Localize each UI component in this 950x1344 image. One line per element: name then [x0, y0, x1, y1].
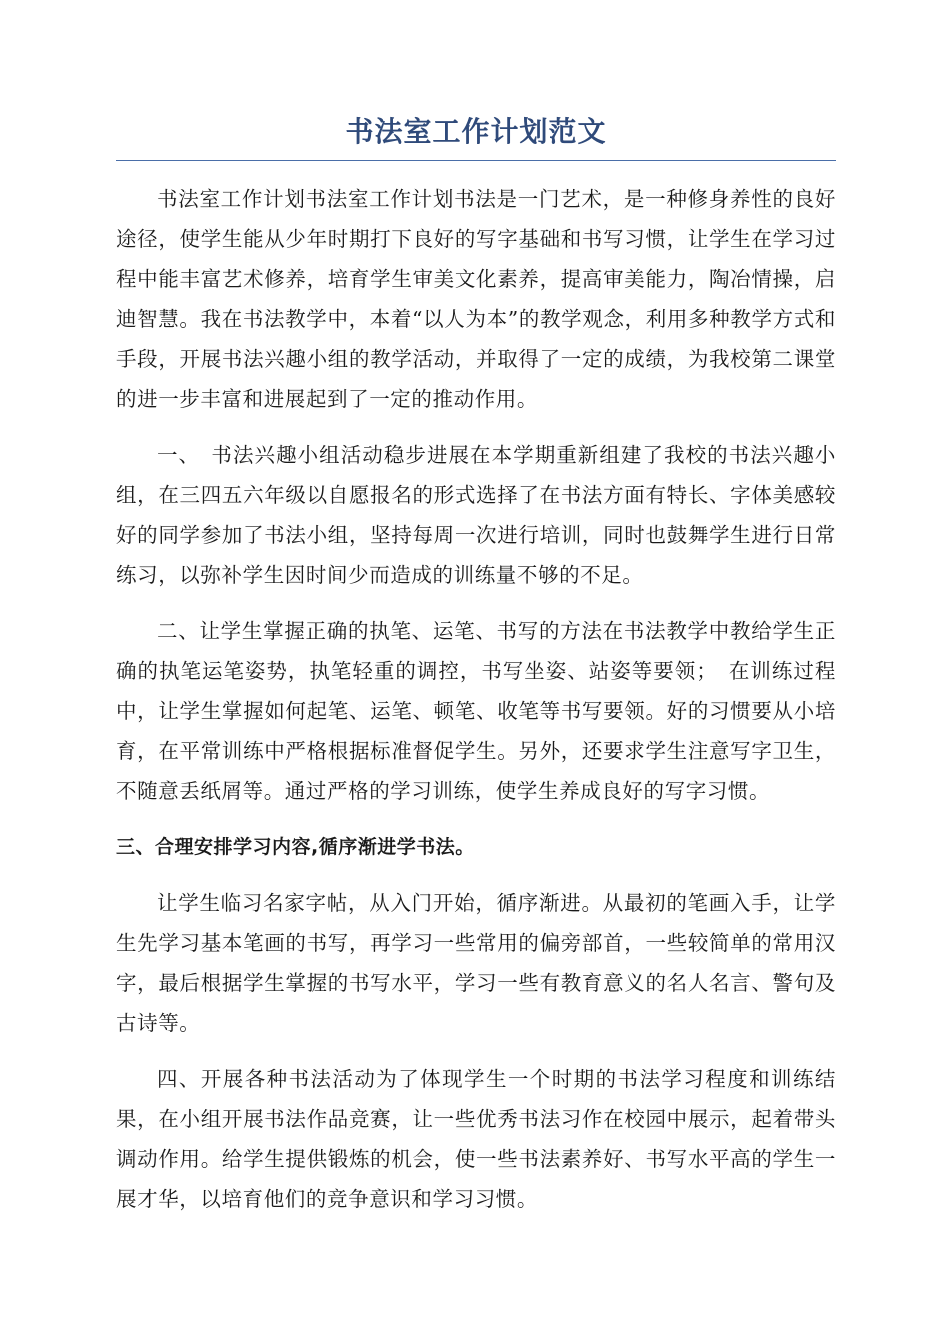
- paragraph-intro: 书法室工作计划书法室工作计划书法是一门艺术，是一种修身养性的良好途径，使学生能从少年时期打下良好的写字基础和书写习惯，让学生在学习过程中能丰富艺术修养，培育学生审美文化素养，提高审美能力，陶冶情操，启迪智慧。我在书法教学中，本着“以人为本”的教学观念，利用多种教学方式和手段，开展书法兴趣小组的教学活动，并取得了一定的成绩，为我校第二课堂的进一步丰富和进展起到了一定的推动作用。: [116, 187, 836, 411]
- title-underline: [116, 160, 836, 161]
- document-page: [116, 108, 836, 1219]
- paragraph-section-2: 二、让学生掌握正确的执笔、运笔、书写的方法在书法教学中教给学生正确的执笔运笔姿势，执笔轻重的调控，书写坐姿、站姿等要领； 在训练过程中，让学生掌握如何起笔、运笔、顿笔、收笔等书写要领。好的习惯要从小培育，在平常训练中严格根据标准督促学生。另外，还要求学生注意写字卫生，不随意丢纸屑等。通过严格的学习训练，使学生养成良好的写字习惯。: [116, 619, 836, 803]
- paragraph-section-4: 四、开展各种书法活动为了体现学生一个时期的书法学习程度和训练结果，在小组开展书法作品竞赛，让一些优秀书法习作在校园中展示，起着带头调动作用。给学生提供锻炼的机会，使一些书法素养好、书写水平高的学生一展才华，以培育他们的竞争意识和学习习惯。: [116, 1067, 836, 1211]
- section-3-heading: 三、合理安排学习内容,循序渐进学书法。: [116, 836, 475, 858]
- paragraph-section-3: 让学生临习名家字帖，从入门开始，循序渐进。从最初的笔画入手，让学生先学习基本笔画的书写，再学习一些常用的偏旁部首，一些较简单的常用汉字，最后根据学生掌握的书写水平，学习一些有教育意义的名人名言、警句及古诗等。: [116, 891, 836, 1035]
- document-title: 书法室工作计划范文: [345, 115, 607, 148]
- paragraph-section-1: 一、 书法兴趣小组活动稳步进展在本学期重新组建了我校的书法兴趣小组，在三四五六年级以自愿报名的形式选择了在书法方面有特长、字体美感较好的同学参加了书法小组，坚持每周一次进行培训，同时也鼓舞学生进行日常练习，以弥补学生因时间少而造成的训练量不够的不足。: [116, 443, 836, 587]
